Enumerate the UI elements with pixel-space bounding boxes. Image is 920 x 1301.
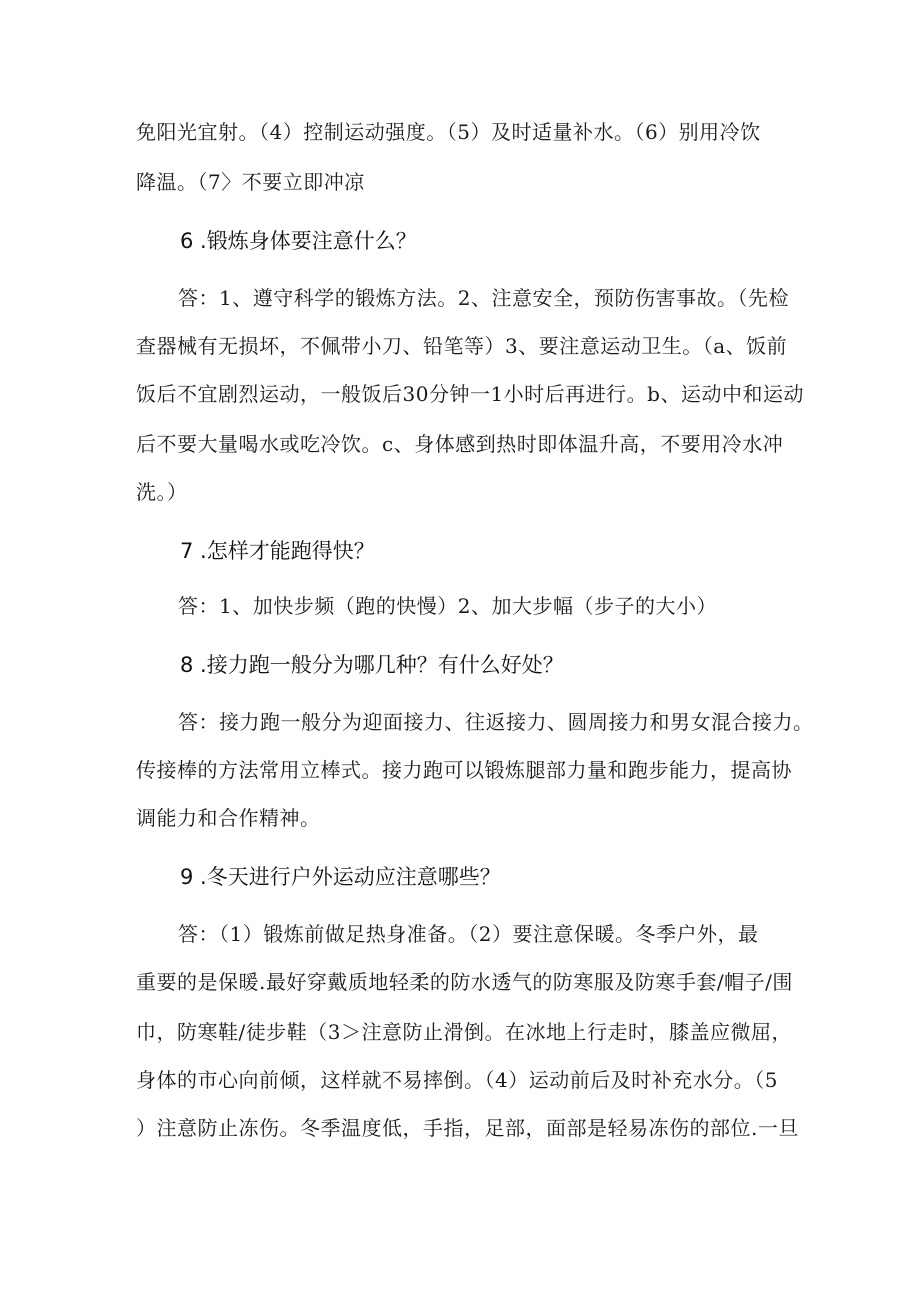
question-7-title: 7 .怎样才能跑得快？ xyxy=(180,539,375,563)
q6-answer-line-1: 答：1、遵守科学的锻炼方法。2、注意安全，预防伤害事故。（先检 xyxy=(178,286,789,310)
q6-answer-line-4: 后不要大量喝水或吃冷饮。c、身体感到热时即体温升高，不要用冷水冲 xyxy=(136,432,784,456)
question-6-title: 6 .锻炼身体要注意什么？ xyxy=(180,229,417,253)
q6-answer-line-3: 饭后不宜剧烈运动，一般饭后30分钟一1小时后再进行。b、运动中和运动 xyxy=(136,382,804,406)
q8-answer-line-3: 调能力和合作精神。 xyxy=(136,806,321,830)
q9-answer-line-2: 重要的是保暖.最好穿戴质地轻柔的防水透气的防寒服及防寒手套/帽子/围 xyxy=(136,970,793,994)
q9-answer-line-4: 身体的市心向前倾，这样就不易摔倒。（4）运动前后及时补充水分。（5 xyxy=(136,1068,778,1092)
question-8-title: 8 .接力跑一般分为哪几种？有什么好处？ xyxy=(180,653,564,677)
question-9-title: 9 .冬天进行户外运动应注意哪些？ xyxy=(180,865,501,889)
q9-answer-line-1: 答：（1）锻炼前做足热身准备。（2）要注意保暖。冬季户外，最 xyxy=(178,922,759,946)
q7-answer-line-1: 答：1、加快步频（跑的快慢）2、加大步幅（步子的大小） xyxy=(178,594,717,618)
q8-answer-line-2: 传接棒的方法常用立棒式。接力跑可以锻炼腿部力量和跑步能力，提高协 xyxy=(136,758,792,782)
q6-answer-line-5: 洗。） xyxy=(136,480,188,504)
q6-answer-line-2: 查器械有无损坏，不佩带小刀、铅笔等）3、要注意运动卫生。（a、饭前 xyxy=(136,334,788,358)
intro-line-1: 免阳光宜射。（4）控制运动强度。（5）及时适量补水。（6）别用冷饮 xyxy=(136,120,761,144)
q9-answer-line-3: 巾，防寒鞋/徒步鞋（3＞注意防止滑倒。在冰地上行走时，膝盖应微屈， xyxy=(136,1020,792,1044)
intro-line-2: 降温。（7〉不要立即冲凉 xyxy=(136,170,365,194)
q8-answer-line-1: 答：接力跑一般分为迎面接力、往返接力、圆周接力和男女混合接力。 xyxy=(178,710,814,734)
q9-answer-line-5: ）注意防止冻伤。冬季温度低，手指，足部，面部是轻易冻伤的部位.一旦 xyxy=(136,1116,799,1140)
